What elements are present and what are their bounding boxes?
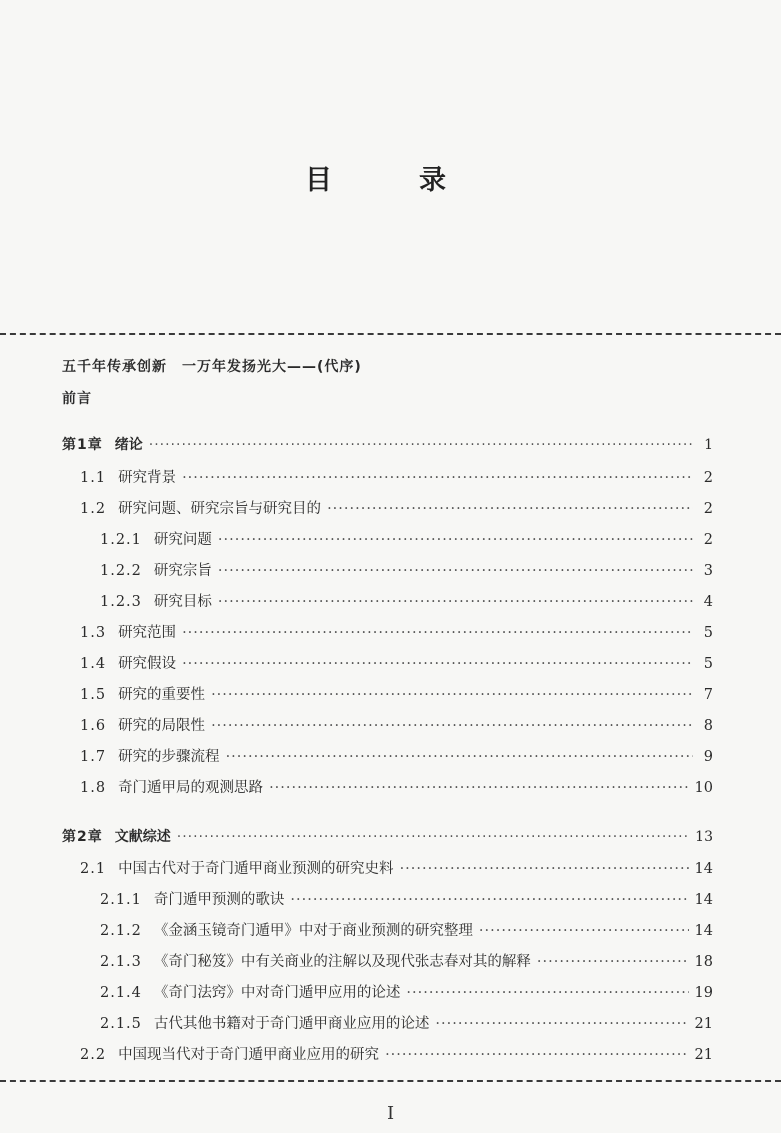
toc-entry-page: 5 [703, 625, 713, 641]
toc-entry-page: 3 [703, 563, 713, 579]
page-title: 目 录 [305, 165, 476, 196]
foreword-entry[interactable]: 前言 [62, 391, 92, 407]
toc-entry-label: 奇门遁甲局的观测思路 [118, 780, 264, 796]
toc-chapter-entry[interactable] [62, 434, 713, 456]
toc-section-entry[interactable] [100, 1012, 713, 1034]
toc-entry-number: 1.2.1 [100, 532, 142, 548]
toc-section-entry[interactable] [80, 745, 713, 767]
toc-section-entry[interactable] [100, 950, 713, 972]
dot-leader [149, 437, 693, 453]
toc-entry-label: 研究的局限性 [118, 718, 206, 734]
dot-leader [479, 923, 689, 939]
toc-entry-number: 2.1.5 [100, 1016, 142, 1032]
toc-entry-label: 研究假设 [118, 656, 177, 672]
toc-entry-number: 2.1 [80, 861, 107, 877]
toc-entry-label: 《奇门秘笈》中有关商业的注解以及现代张志春对其的解释 [153, 954, 531, 970]
toc-section-entry[interactable] [100, 919, 713, 941]
top-divider [0, 333, 781, 335]
toc-entry-label: 中国古代对于奇门遁甲商业预测的研究史料 [118, 861, 394, 877]
toc-entry-page: 10 [694, 780, 713, 796]
toc-entry-number: 1.1 [80, 470, 107, 486]
toc-entry-page: 5 [703, 656, 713, 672]
toc-entry-number: 1.5 [80, 687, 107, 703]
toc-entry-page: 21 [694, 1016, 713, 1032]
toc-entry-page: 14 [694, 892, 713, 908]
toc-entry-number: 2.2 [80, 1047, 107, 1063]
toc-section-entry[interactable] [100, 528, 713, 550]
dot-leader [182, 656, 693, 672]
toc-entry-label: 研究目标 [153, 594, 212, 610]
dot-leader [435, 1016, 688, 1032]
dot-leader [406, 985, 688, 1001]
dot-leader [218, 563, 693, 579]
toc-section-entry[interactable] [100, 981, 713, 1003]
toc-section-entry[interactable] [80, 857, 713, 879]
dot-leader [385, 1047, 688, 1063]
toc-entry-page: 13 [695, 829, 713, 845]
toc-entry-number: 1.2.2 [100, 563, 142, 579]
toc-section-entry[interactable] [80, 652, 713, 674]
toc-entry-label: 文献综述 [114, 829, 171, 845]
toc-entry-number: 2.1.1 [100, 892, 142, 908]
toc-entry-number: 1.2 [80, 501, 107, 517]
toc-entry-label: 《奇门法窍》中对奇门遁甲应用的论述 [153, 985, 401, 1001]
toc-entry-label: 中国现当代对于奇门遁甲商业应用的研究 [118, 1047, 380, 1063]
toc-section-entry[interactable] [80, 683, 713, 705]
toc-entry-label: 研究范围 [118, 625, 177, 641]
dot-leader [177, 829, 689, 845]
toc-entry-number: 2.1.3 [100, 954, 142, 970]
toc-entry-label: 研究的重要性 [118, 687, 206, 703]
toc-section-entry[interactable] [100, 559, 713, 581]
toc-entry-number: 1.4 [80, 656, 107, 672]
toc-entry-number: 2.1.2 [100, 923, 142, 939]
toc-entry-page: 2 [703, 501, 713, 517]
toc-entry-page: 7 [703, 687, 713, 703]
toc-entry-label: 《金涵玉镜奇门遁甲》中对于商业预测的研究整理 [153, 923, 473, 939]
toc-entry-label: 研究的步骤流程 [118, 749, 220, 765]
dot-leader [211, 718, 693, 734]
toc-entry-label: 研究问题、研究宗旨与研究目的 [118, 501, 322, 517]
toc-section-entry[interactable] [80, 714, 713, 736]
toc-section-entry[interactable] [100, 590, 713, 612]
bottom-divider [0, 1080, 781, 1082]
toc-entry-number: 1.8 [80, 780, 107, 796]
dot-leader [537, 954, 689, 970]
toc-entry-page: 2 [703, 532, 713, 548]
dot-leader [218, 532, 693, 548]
dot-leader [290, 892, 688, 908]
toc-entry-number: 2.1.4 [100, 985, 142, 1001]
toc-entry-number: 1.7 [80, 749, 107, 765]
toc-entry-label: 研究问题 [153, 532, 212, 548]
toc-section-entry[interactable] [80, 621, 713, 643]
toc-section-entry[interactable] [80, 466, 713, 488]
toc-entry-page: 19 [694, 985, 713, 1001]
toc-entry-page: 2 [703, 470, 713, 486]
toc-entry-label: 绪论 [114, 437, 143, 453]
page-number-footer: I [386, 1103, 395, 1124]
toc-entry-page: 1 [704, 437, 713, 453]
dot-leader [400, 861, 689, 877]
toc-entry-page: 18 [694, 954, 713, 970]
toc-entry-number: 1.6 [80, 718, 107, 734]
toc-entry-label: 奇门遁甲预测的歌诀 [153, 892, 285, 908]
toc-section-entry[interactable] [100, 888, 713, 910]
dot-leader [218, 594, 693, 610]
toc-entry-page: 21 [694, 1047, 713, 1063]
toc-entry-label: 古代其他书籍对于奇门遁甲商业应用的论述 [153, 1016, 430, 1032]
toc-entry-number: 第1章 [62, 437, 103, 453]
preface-entry[interactable]: 五千年传承创新 一万年发扬光大——(代序) [62, 359, 362, 375]
toc-entry-number: 1.2.3 [100, 594, 142, 610]
toc-entry-page: 9 [703, 749, 713, 765]
toc-entry-page: 14 [694, 861, 713, 877]
dot-leader [269, 780, 688, 796]
toc-entry-label: 研究背景 [118, 470, 177, 486]
toc-section-entry[interactable] [80, 1043, 713, 1065]
toc-entry-page: 14 [694, 923, 713, 939]
toc-entry-number: 1.3 [80, 625, 107, 641]
dot-leader [226, 749, 693, 765]
toc-entry-page: 4 [703, 594, 713, 610]
dot-leader [211, 687, 693, 703]
dot-leader [327, 501, 693, 517]
dot-leader [182, 625, 693, 641]
toc-entry-number: 第2章 [62, 829, 103, 845]
toc-section-entry[interactable] [80, 497, 713, 519]
dot-leader [182, 470, 693, 486]
toc-section-entry[interactable] [80, 776, 713, 798]
toc-entry-page: 8 [703, 718, 713, 734]
toc-entry-label: 研究宗旨 [153, 563, 212, 579]
toc-chapter-entry[interactable] [62, 826, 713, 848]
